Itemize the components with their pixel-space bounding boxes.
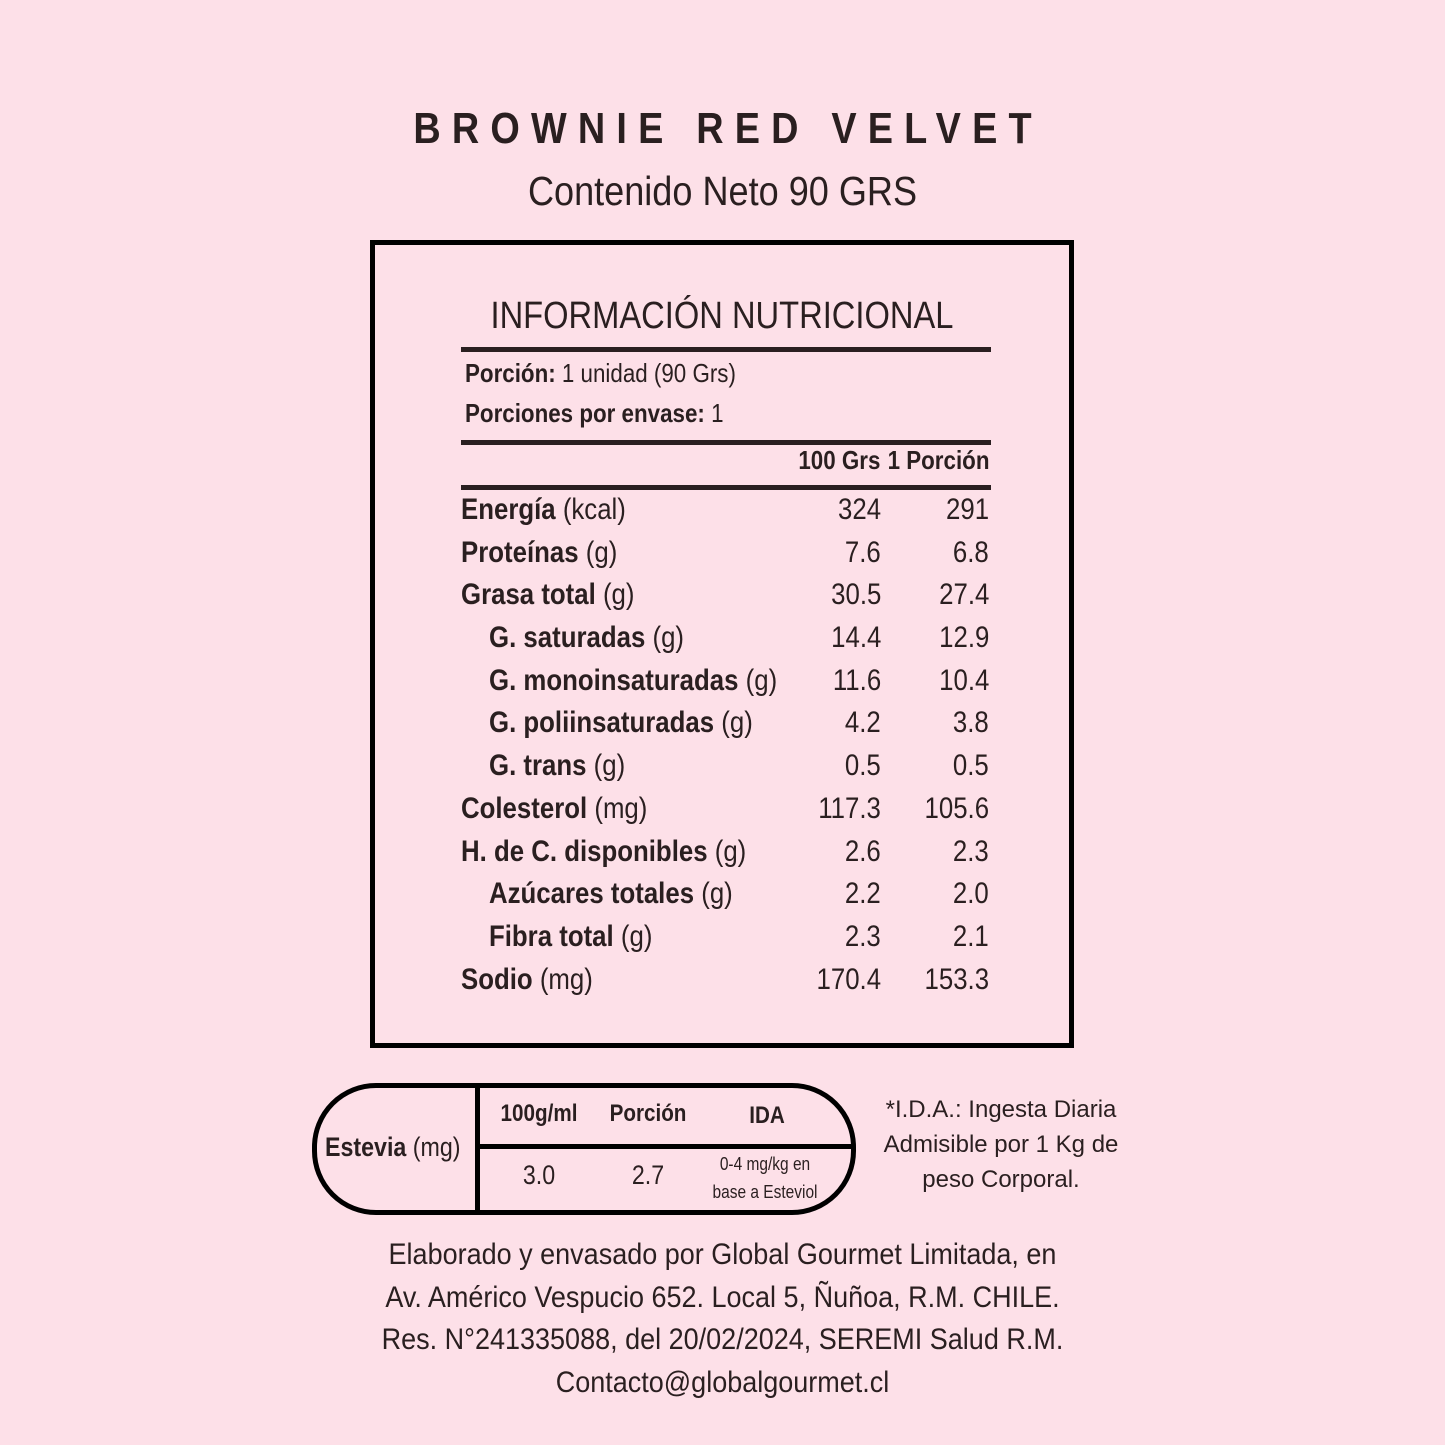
nutrient-unit: (mg) xyxy=(594,791,648,825)
value-portion: 12.9 xyxy=(938,621,989,655)
portions-per-pack-value: 1 xyxy=(711,398,724,428)
nutrient-row-proteinas xyxy=(461,534,991,577)
nutrient-row-saturadas xyxy=(461,619,991,662)
nutrient-name: H. de C. disponibles xyxy=(461,834,708,868)
value-portion: 3.8 xyxy=(953,706,989,740)
value-100g: 7.6 xyxy=(845,535,881,569)
nutrient-unit: (g) xyxy=(745,663,778,697)
nutrient-unit: (g) xyxy=(721,706,753,740)
nutrient-unit: (g) xyxy=(714,834,747,868)
nutrient-row-poliinsaturadas xyxy=(461,704,991,747)
stevia-value-100g: 3.0 xyxy=(522,1160,556,1190)
nutrient-row-carbohidratos xyxy=(461,833,991,876)
value-100g: 324 xyxy=(837,493,881,526)
value-100g: 0.5 xyxy=(845,749,881,783)
nutrient-unit: (g) xyxy=(585,535,618,569)
value-100g: 117.3 xyxy=(818,791,881,825)
stevia-header-100g: 100g/ml xyxy=(500,1100,578,1127)
nutrient-name: Azúcares totales xyxy=(489,877,695,911)
nutrient-table xyxy=(461,491,991,1003)
value-100g: 30.5 xyxy=(830,578,881,612)
nutrient-row-sodio xyxy=(461,961,991,1004)
divider xyxy=(461,485,991,490)
manufacturer-info xyxy=(0,1234,1445,1404)
nutrient-name: Energía xyxy=(461,493,556,526)
value-100g: 11.6 xyxy=(832,663,881,697)
nutrient-name: G. trans xyxy=(489,749,587,783)
portions-per-pack xyxy=(465,398,724,429)
nutrient-unit: (g) xyxy=(602,578,635,612)
product-title: BROWNIE RED VELVET xyxy=(413,104,1043,153)
nutrient-row-azucares xyxy=(461,875,991,918)
nutrition-facts-panel xyxy=(370,240,1074,1048)
stevia-value-portion: 2.7 xyxy=(631,1160,665,1190)
nutrient-row-energia xyxy=(461,491,991,534)
value-portion: 10.4 xyxy=(938,663,989,697)
ida-footnote xyxy=(862,1092,1140,1197)
value-portion: 105.6 xyxy=(924,791,989,825)
ida-line: 0-4 mg/kg en xyxy=(719,1154,811,1174)
portions-per-pack-label: Porciones por envase: xyxy=(465,398,705,428)
nutrient-unit: (g) xyxy=(652,621,685,655)
nutrient-row-grasa-total xyxy=(461,576,991,619)
value-portion: 2.3 xyxy=(953,834,989,868)
nutrient-row-trans xyxy=(461,747,991,790)
nutrient-name: Colesterol xyxy=(461,791,588,825)
nutrient-name: Sodio xyxy=(461,962,533,996)
nutrient-unit: (g) xyxy=(620,919,653,953)
nutrient-unit: (kcal) xyxy=(562,493,626,526)
value-portion: 2.0 xyxy=(953,877,989,911)
nutrient-unit: (mg) xyxy=(539,962,593,996)
net-content: Contenido Neto 90 GRS xyxy=(527,168,918,214)
value-100g: 2.6 xyxy=(845,834,881,868)
value-portion: 6.8 xyxy=(953,535,989,569)
value-100g: 170.4 xyxy=(816,962,881,996)
value-100g: 2.3 xyxy=(845,919,881,953)
nutrient-unit: (g) xyxy=(593,749,626,783)
nutrient-name: Proteínas xyxy=(461,535,579,569)
ida-note-line: *I.D.A.: Ingesta Diaria xyxy=(885,1096,1117,1123)
footer-line: Av. Américo Vespucio 652. Local 5, Ñuñoa, R.M. CHILE. xyxy=(385,1280,1060,1314)
portion-size xyxy=(465,358,736,389)
value-100g: 4.2 xyxy=(845,706,881,740)
nutrient-name: Fibra total xyxy=(489,919,614,953)
nutrient-name: Grasa total xyxy=(461,578,596,612)
stevia-table xyxy=(312,1083,856,1215)
stevia-header-ida: IDA xyxy=(749,1102,785,1129)
portion-value: 1 unidad (90 Grs) xyxy=(561,358,736,388)
value-100g: 2.2 xyxy=(845,877,881,911)
ida-line: base a Esteviol xyxy=(712,1182,818,1202)
footer-line: Elaborado y envasado por Global Gourmet Limitada, en xyxy=(388,1238,1057,1271)
ida-note-line: peso Corporal. xyxy=(922,1166,1080,1193)
nutrient-name: G. monoinsaturadas xyxy=(489,663,739,697)
nutrient-row-monoinsaturadas xyxy=(461,662,991,705)
footer-line: Res. N°241335088, del 20/02/2024, SEREMI Salud R.M. xyxy=(381,1323,1064,1356)
column-header-portion: 1 Porción xyxy=(887,445,989,475)
stevia-unit: (mg) xyxy=(412,1132,461,1162)
stevia-value-ida xyxy=(713,1150,818,1206)
contact-email: Contacto@globalgourmet.cl xyxy=(555,1365,890,1399)
stevia-header-portion: Porción xyxy=(609,1100,687,1127)
column-header-100g: 100 Grs xyxy=(797,445,880,475)
portion-label: Porción: xyxy=(465,358,556,388)
ida-note-line: Admisible por 1 Kg de xyxy=(883,1131,1119,1158)
value-portion: 2.1 xyxy=(953,919,989,953)
nutrient-unit: (g) xyxy=(701,877,733,911)
stevia-label xyxy=(325,1132,461,1163)
value-portion: 27.4 xyxy=(938,578,989,612)
value-portion: 0.5 xyxy=(953,749,989,783)
value-100g: 14.4 xyxy=(830,621,881,655)
divider xyxy=(475,1088,480,1210)
nutrient-name: G. saturadas xyxy=(489,621,646,655)
value-portion: 153.3 xyxy=(924,962,989,996)
nutrient-row-colesterol xyxy=(461,790,991,833)
nutrient-name: G. poliinsaturadas xyxy=(489,706,715,740)
nutrition-heading: INFORMACIÓN NUTRICIONAL xyxy=(490,295,954,337)
nutrient-row-fibra xyxy=(461,918,991,961)
stevia-name: Estevia xyxy=(325,1132,407,1162)
value-portion: 291 xyxy=(945,493,989,526)
divider xyxy=(480,1144,851,1149)
divider xyxy=(461,347,991,352)
